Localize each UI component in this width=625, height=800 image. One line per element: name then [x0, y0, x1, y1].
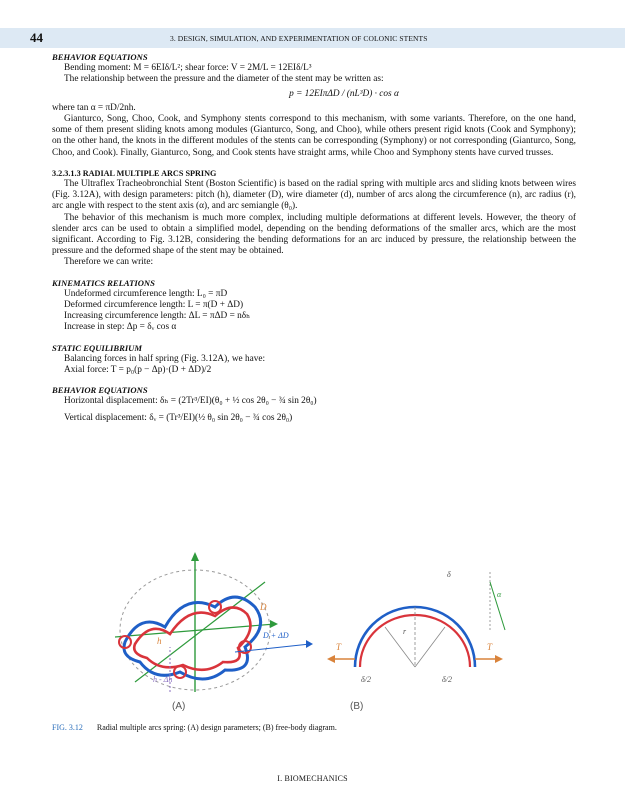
- label-delta-half-right: δ/2: [442, 675, 452, 684]
- label-alpha: α: [497, 590, 502, 599]
- kinematics-line: Undeformed circumference length: L₀ = πD: [64, 288, 228, 299]
- section-heading: BEHAVIOR EQUATIONS: [52, 52, 148, 62]
- label-h-minus: h - Δh: [153, 675, 173, 684]
- kinematics-heading: KINEMATICS RELATIONS: [52, 277, 155, 288]
- label-T-right: T: [487, 642, 493, 652]
- kinematics-line: Increasing circumference length: ΔL = πΔD = nδₕ: [64, 311, 251, 322]
- bending-moment-line: Bending moment: M = 6EIδ/L²; shear force: V = 2M/L = 12EIδ/L³: [64, 63, 312, 74]
- behavior-paragraph: The behavior of this mechanism is much more complex, including multiple deformations at different levels. However, the theory of slender arcs can be used to obtain a simplified model, depending on the bending deformations of the smaller arcs, which are the most significant. According to Fig. 3.12B, considering the bending deformations for an arc induced by pressure, the relationship between the pressure and the deformed shape of the stent may be obtained.: [52, 212, 576, 257]
- label-h: h: [157, 636, 162, 646]
- therefore-line: Therefore we can write:: [64, 257, 154, 268]
- caption-label: FIG. 3.12: [52, 723, 83, 732]
- kinematics-line: Deformed circumference length: L = π(D + ΔD): [64, 300, 244, 311]
- panel-a-label: (A): [172, 701, 186, 712]
- label-delta-half-left: δ/2: [361, 675, 371, 684]
- figure-3-12: [95, 552, 535, 720]
- panel-b-label: (B): [350, 701, 364, 712]
- stents-paragraph: Gianturco, Song, Choo, Cook, and Symphony stents correspond to this mechanism, with some variants. Therefore, on the one hand, some of them present sliding knots among modules (Gianturco, Song, and Choo), while others present rigid knots (Cook and Symphony); on the other hand, the knots in the different modules of the stents can be corresponding (Symphony) or not corresponding (Gianturco, Song, Choo, and Cook). Finally, Gianturco, Song, and Cook stents have straight arms, while Choo and Symphony stents have curved trusses.: [52, 114, 576, 158]
- where-line: where tan α = πD/2nh.: [52, 102, 136, 113]
- horizontal-displacement: Horizontal displacement: δₕ = (2Tr³/EI)(θ₀ + ½ cos 2θ₀ − ¾ sin 2θ₀): [64, 396, 317, 407]
- pressure-intro: The relationship between the pressure and the diameter of the stent may be written as:: [64, 74, 384, 85]
- caption-text: Radial multiple arcs spring: (A) design parameters; (B) free-body diagram.: [96, 723, 337, 732]
- label-r: r: [403, 627, 407, 636]
- page-number: 44: [30, 30, 43, 45]
- pressure-equation: p = 12EIπΔD / (nL³D) · cos α: [289, 88, 399, 99]
- figure-diagram: [95, 552, 535, 720]
- label-T-left: T: [336, 642, 342, 652]
- behavior-heading-2: BEHAVIOR EQUATIONS: [52, 385, 148, 396]
- kinematics-line: Increase in step: Δp = δᵥ cos α: [64, 322, 177, 333]
- page-body: [52, 52, 576, 424]
- figure-caption: [52, 723, 337, 732]
- label-delta: δ: [447, 570, 451, 579]
- static-heading: STATIC EQUILIBRIUM: [52, 342, 143, 353]
- subsection-heading: 3.2.3.1.3 RADIAL MULTIPLE ARCS SPRING: [52, 168, 217, 178]
- panel-a-diagram: [115, 552, 313, 692]
- panel-b-diagram: [327, 570, 505, 684]
- static-intro: Balancing forces in half spring (Fig. 3.12A), we have:: [64, 353, 266, 364]
- footer: I. BIOMECHANICS: [277, 774, 348, 783]
- axial-force-line: Axial force: T = p₀(p − Δp)·(D + ΔD)/2: [64, 365, 212, 376]
- ultraflex-paragraph: The Ultraflex Tracheobronchial Stent (Boston Scientific) is based on the radial spring with multiple arcs and sliding knots between wires (Fig. 3.12A), with design parameters: pitch (h), diameter (D), wire diameter (d), number of arcs along the circumference (n), arc radius (r), arc angle with respect to the stent axis (α), and arc semiangle (θ₀).: [52, 179, 576, 212]
- label-D-plus: D + ΔD: [263, 631, 289, 640]
- label-D: D: [260, 602, 267, 612]
- vertical-displacement: Vertical displacement: δᵥ = (Tr³/EI)(½ θ₀ sin 2θ₀ − ¾ cos 2θ₀): [64, 412, 293, 423]
- running-head: 3. DESIGN, SIMULATION, AND EXPERIMENTATION OF COLONIC STENTS: [170, 34, 428, 43]
